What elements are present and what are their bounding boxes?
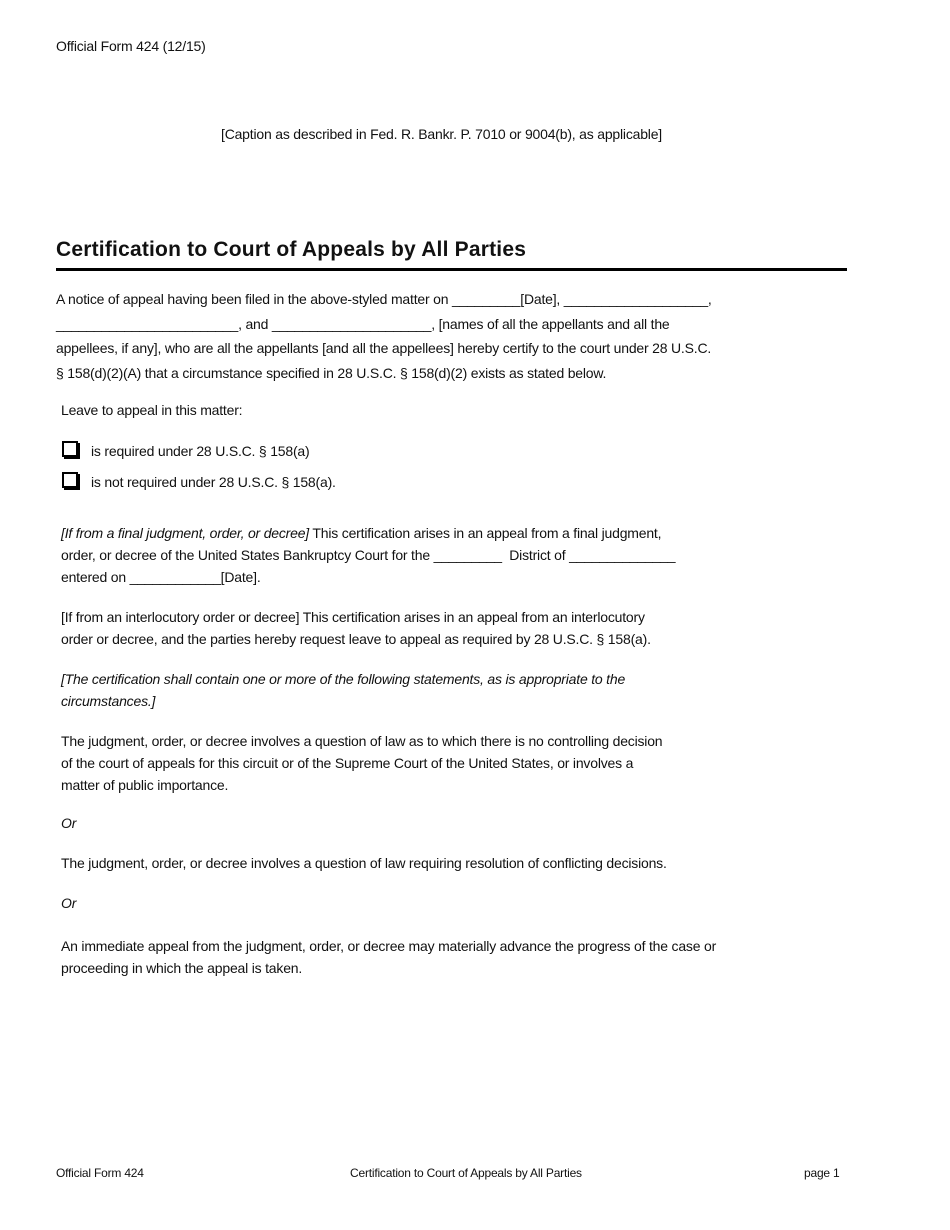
- interlocutory-line: [If from an interlocutory order or decree] This certification arises in an appeal from an interlocutory: [61, 609, 645, 625]
- checkbox[interactable]: [62, 472, 78, 488]
- form-id: Official Form 424 (12/15): [56, 38, 206, 54]
- interlocutory-line: order or decree, and the parties hereby request leave to appeal as required by 28 U.S.C. § 158(a).: [61, 631, 651, 647]
- statement-line: The judgment, order, or decree involves a question of law as to which there is no controlling decision: [61, 733, 663, 749]
- leave-label: Leave to appeal in this matter:: [61, 402, 243, 418]
- instruction-line: [The certification shall contain one or more of the following statements, as is appropriate to the: [61, 671, 626, 687]
- option-label: is required under 28 U.S.C. § 158(a): [91, 443, 310, 459]
- statement-2: The judgment, order, or decree involves a question of law requiring resolution of conflicting decisions.: [61, 855, 667, 871]
- intro-line: § 158(d)(2)(A) that a circumstance specified in 28 U.S.C. § 158(d)(2) exists as stated below.: [56, 364, 607, 381]
- title-rule: [56, 268, 847, 271]
- not-required-option[interactable]: [62, 472, 462, 492]
- intro-line: A notice of appeal having been filed in the above-styled matter on _________[Date], ___________________,: [56, 291, 712, 307]
- or-separator: Or: [61, 895, 77, 911]
- page-number: page 1: [804, 1166, 840, 1180]
- intro-line: appellees, if any], who are all the appellants [and all the appellees] hereby certify to the court under 28 U.S.C.: [56, 340, 712, 356]
- intro-line: ________________________, and _____________________, [names of all the appellants and all the: [56, 315, 670, 332]
- final-line: order, or decree of the United States Bankruptcy Court for the _________ District of ______________: [61, 547, 676, 563]
- final-italic: [If from a final judgment, order, or decree]: [61, 525, 309, 541]
- statement-line: proceeding in which the appeal is taken.: [61, 960, 303, 976]
- or-separator: Or: [61, 815, 77, 831]
- statement-line: of the court of appeals for this circuit or of the Supreme Court of the United States, or involves a: [61, 755, 634, 771]
- instruction-paragraph: [61, 668, 625, 712]
- footer-form: Official Form 424: [56, 1166, 144, 1180]
- final-judgment-paragraph: [61, 522, 675, 588]
- checkbox[interactable]: [62, 441, 78, 457]
- statement-3: [61, 935, 716, 979]
- interlocutory-paragraph: [61, 606, 651, 650]
- final-line: This certification arises in an appeal from a final judgment,: [309, 525, 662, 541]
- intro-paragraph: [56, 287, 712, 385]
- final-line: entered on ____________[Date].: [61, 569, 261, 585]
- instruction-line: circumstances.]: [61, 693, 156, 709]
- page-title: Certification to Court of Appeals by All Parties: [56, 238, 527, 261]
- statement-line: matter of public importance.: [61, 777, 229, 793]
- caption-note: [Caption as described in Fed. R. Bankr. P. 7010 or 9004(b), as applicable]: [221, 126, 662, 142]
- footer-title: Certification to Court of Appeals by All Parties: [350, 1166, 582, 1180]
- required-option[interactable]: [62, 441, 462, 461]
- option-label: is not required under 28 U.S.C. § 158(a).: [91, 474, 336, 490]
- statement-line: An immediate appeal from the judgment, order, or decree may materially advance the progress of the case or: [61, 938, 717, 954]
- statement-1: [61, 730, 662, 796]
